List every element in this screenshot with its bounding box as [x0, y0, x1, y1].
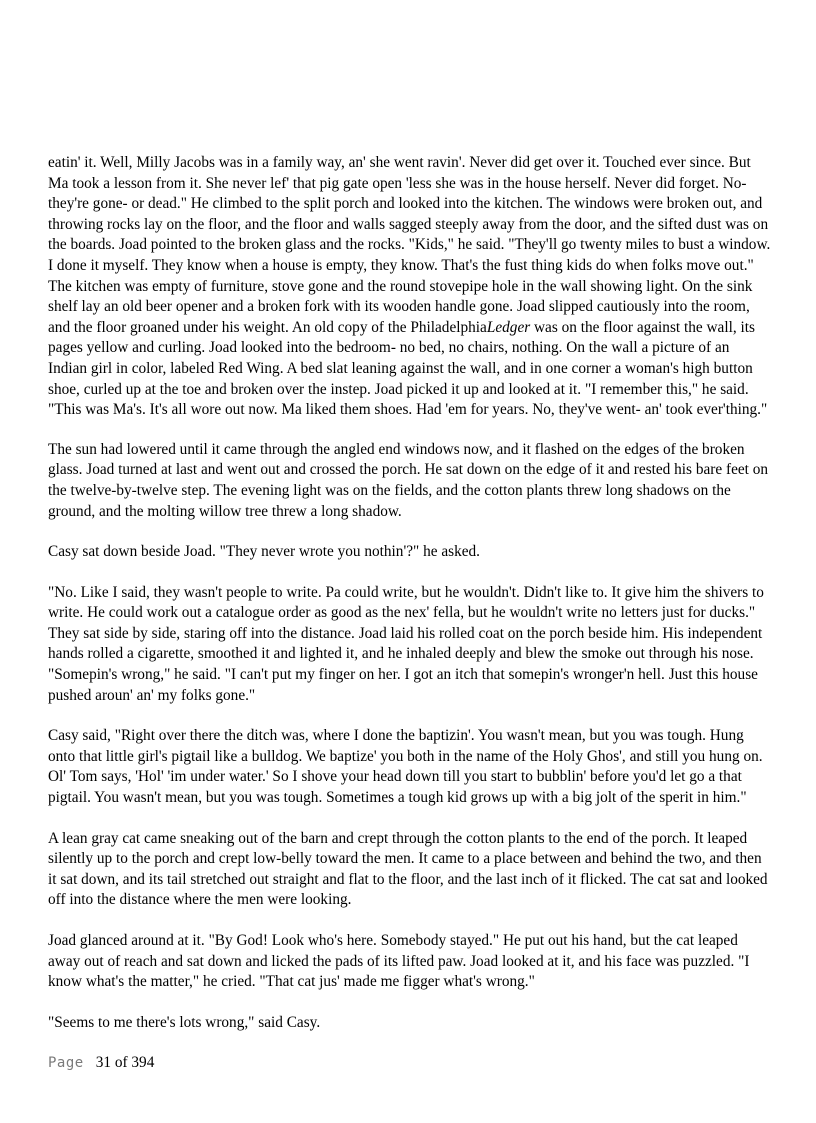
paragraph-5: Casy said, "Right over there the ditch was, where I done the baptizin'. You wasn't mean, but you was tough. Hung onto that little girl's pigtail like a bulldog. We baptize' you both in the name of the Holy Ghos', and still you hung on. Ol' Tom says, 'Hol' 'im under water.' So I shove your head down till you start to bubblin' before you'd let go a that pigtail. You wasn't mean, but you was tough. Sometimes a tough kid grows up with a big jolt of the sperit in him." [48, 727, 763, 807]
paragraph-1 [48, 153, 772, 421]
page-footer [48, 1054, 154, 1072]
page-body [48, 153, 772, 1053]
page-label: Page [48, 1055, 84, 1071]
paragraph-7: Joad glanced around at it. "By God! Look who's here. Somebody stayed." He put out his hand, but the cat leaped away out of reach and sat down and licked the pads of its lifted paw. Joad looked at it, and his face was puzzled. "I know what's the matter," he cried. "That cat jus' made me figger what's wrong." [48, 932, 750, 991]
page-number: 31 of 394 [95, 1054, 155, 1071]
paragraph-3: Casy sat down beside Joad. "They never wrote you nothin'?" he asked. [48, 543, 480, 561]
paragraph-4: "No. Like I said, they wasn't people to write. Pa could write, but he wouldn't. Didn't like to. It give him the shivers to write. He could work out a catalogue order as good as the nex' fella, but he wouldn't write no letters just for ducks." They sat side by side, staring off into the distance. Joad laid his rolled coat on the porch beside him. His independent hands rolled a cigarette, smoothed it and lighted it, and he inhaled deeply and blew the smoke out through his nose. "Somepin's wrong," he said. "I can't put my finger on her. I got an itch that somepin's wronger'n hell. Just this house pushed aroun' an' my folks gone." [48, 583, 764, 704]
paragraph-text: was on the floor against the wall, its pages yellow and curling. Joad looked into the bedroom- no bed, no chairs, nothing. On the wall a picture of an Indian girl in color, labeled Red Wing. A bed slat leaning against the wall, and in one corner a woman's high button shoe, curled up at the toe and broken over the instep. Joad picked it up and looked at it. "I remember this," he said. "This was Ma's. It's all wore out now. Ma liked them shoes. Had 'em for years. No, they've went- an' took ever'thing." [48, 318, 768, 419]
paragraph-text: eatin' it. Well, Milly Jacobs was in a family way, an' she went ravin'. Never did get over it. Touched ever since. But Ma took a lesson from it. She never lef' that pig gate open 'less she was in the house herself. Never did forget. No- they're gone- or dead." He climbed to the split porch and looked into the kitchen. The windows were broken out, and throwing rocks lay on the floor, and the floor and walls sagged steeply away from the door, and the sifted dust was on the boards. Joad pointed to the broken glass and the rocks. "Kids," he said. "They'll go twenty miles to bust a window. I done it myself. They know when a house is empty, they know. That's the fust thing kids do when folks move out." The kitchen was empty of furniture, stove gone and the round stovepipe hole in the wall showing light. On the sink shelf lay an old beer opener and a broken fork with its wooden handle gone. Joad slipped cautiously into the room, and the floor groaned under his weight. An old copy of the Philadelphia [48, 154, 771, 336]
paragraph-8: "Seems to me there's lots wrong," said Casy. [48, 1013, 321, 1031]
newspaper-title: Ledger [486, 318, 531, 336]
paragraph-6: A lean gray cat came sneaking out of the barn and crept through the cotton plants to the end of the porch. It leaped silently up to the porch and crept low-belly toward the men. It came to a place between and behind the two, and then it sat down, and its tail stretched out straight and flat to the floor, and the last inch of it flicked. The cat sat and looked off into the distance where the men were looking. [48, 829, 768, 909]
paragraph-2: The sun had lowered until it came through the angled end windows now, and it flashed on the edges of the broken glass. Joad turned at last and went out and crossed the porch. He sat down on the edge of it and rested his bare feet on the twelve-by-twelve step. The evening light was on the fields, and the cotton plants threw long shadows on the ground, and the molting willow tree threw a long shadow. [48, 440, 769, 520]
